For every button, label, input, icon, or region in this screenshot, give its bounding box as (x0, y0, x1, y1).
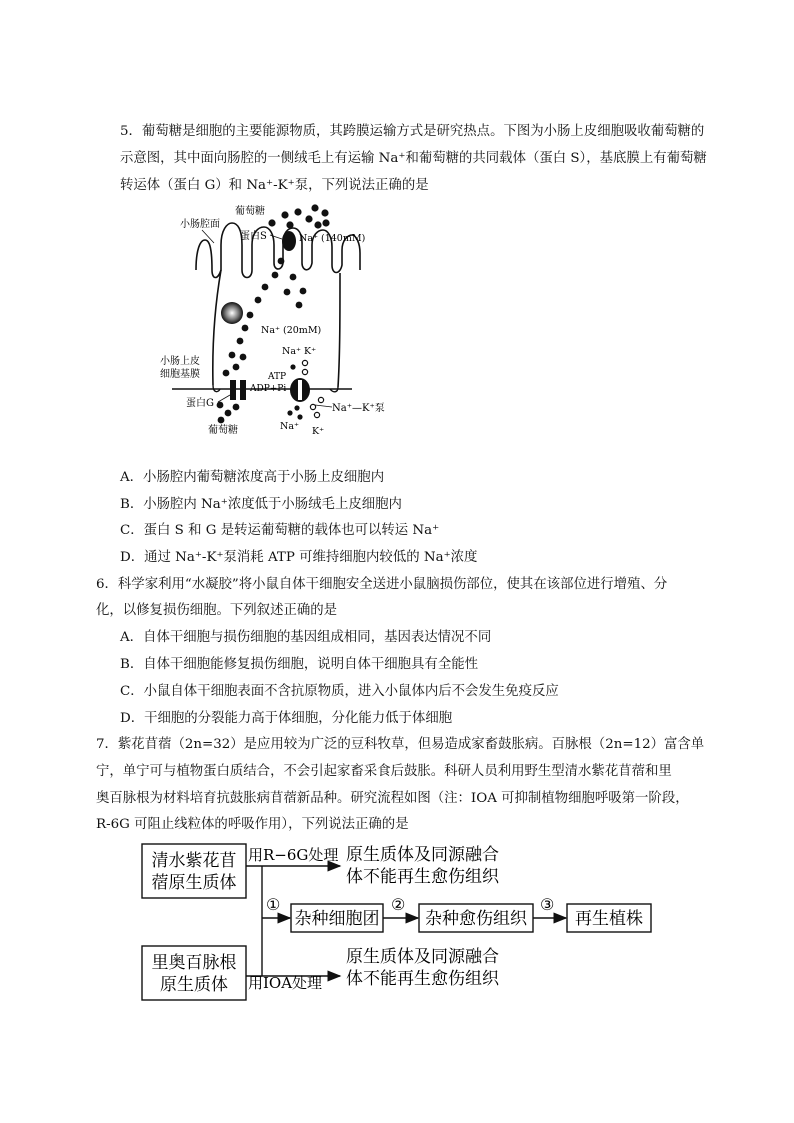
box2-line1: 里奥百脉根 (151, 953, 237, 973)
box1-line1: 清水紫花苜 (151, 851, 237, 871)
glucose-dots-outside (268, 204, 329, 228)
protein-g-leader (218, 395, 230, 402)
basement-label-1: 小肠上皮 (160, 356, 200, 367)
glucose-top-label: 葡萄糖 (235, 206, 265, 217)
protein-s-carrier (282, 231, 296, 251)
q5-stem-line-1: 5．葡萄糖是细胞的主要能源物质，其跨膜运输方式是研究热点。下图为小肠上皮细胞吸收葡萄糖的 (120, 124, 705, 139)
result-top-line1: 原生质体及同源融合 (346, 845, 499, 865)
glucose-dots-below (217, 402, 240, 424)
q5-option-a[interactable]: A．小肠腔内葡萄糖浓度高于小肠上皮细胞内 (120, 470, 385, 485)
q5-option-c[interactable]: C．蛋白 S 和 G 是转运葡萄糖的载体也可以转运 Na⁺ (120, 523, 440, 538)
step3-label: ③ (540, 895, 555, 914)
protein-g-label: 蛋白G (186, 398, 214, 409)
box2-line2: 原生质体 (160, 975, 228, 995)
pump-label: Na⁺—K⁺泵 (332, 403, 385, 414)
na-inside-label: Na⁺ (20mM) (261, 325, 322, 336)
lumen-surface-label: 小肠腔面 (180, 219, 220, 230)
microvilli-membrane (196, 223, 360, 278)
cell-left-wall (213, 270, 221, 385)
hybrid-cell-label: 杂种细胞团 (294, 909, 380, 929)
na-outside-label: Na⁺ (140mM) (299, 233, 366, 244)
adp-label: ADP+Pi (250, 384, 287, 394)
glucose-bottom-label: 葡萄糖 (208, 425, 238, 436)
basement-label-2: 细胞基膜 (160, 369, 200, 380)
treat-bottom-label: 用IOA处理 (248, 974, 323, 992)
regen-plant-label: 再生植株 (575, 909, 643, 929)
step2-label: ② (391, 895, 406, 914)
result-bottom-line2: 体不能再生愈伤组织 (346, 969, 499, 989)
q5-option-b[interactable]: B．小肠腔内 Na⁺浓度低于小肠绒毛上皮细胞内 (120, 497, 402, 512)
q7-stem-line-2: 宁，单宁可与植物蛋白质结合，不会引起家畜采食后鼓胀。科研人员利用野生型清水紫花苜蓿和里 (96, 764, 672, 779)
protein-s-label: 蛋白S (240, 231, 267, 242)
protein-g-carrier-2 (240, 380, 246, 400)
pump-leader (315, 405, 332, 407)
q5-stem-line-3: 转运体（蛋白 G）和 Na⁺-K⁺泵，下列说法正确的是 (120, 178, 429, 193)
q6-option-a[interactable]: A．自体干细胞与损伤细胞的基因组成相同，基因表达情况不同 (120, 630, 492, 645)
q6-option-d[interactable]: D．干细胞的分裂能力高于体细胞，分化能力低于体细胞 (120, 711, 453, 726)
intestinal-cell-diagram (0, 195, 794, 455)
q7-stem-line-4: R-6G 可阻止线粒体的呼吸作用），下列说法正确的是 (96, 817, 409, 832)
q6-stem-line-1: 6．科学家利用“水凝胶”将小鼠自体干细胞安全送进小鼠脑损伤部位，使其在该部位进行增殖、分 (96, 577, 668, 592)
result-bottom-line1: 原生质体及同源融合 (346, 947, 499, 967)
step1-label: ① (266, 895, 281, 914)
atp-label: ATP (268, 372, 287, 382)
protein-s-leader (270, 235, 282, 239)
treat-top-label: 用R−6G处理 (248, 846, 339, 864)
q7-stem-line-1: 7．紫花苜蓿（2n=32）是应用较为广泛的豆科牧草，但易造成家畜鼓胀病。百脉根（2n=12）富含单 (96, 737, 705, 752)
q5-stem-line-2: 示意图，其中面向肠腔的一侧绒毛上有运输 Na⁺和葡萄糖的共同载体（蛋白 S），基底膜上有葡萄糖 (120, 151, 707, 166)
result-top-line2: 体不能再生愈伤组织 (346, 867, 499, 887)
cell-right-wall (338, 273, 340, 387)
q5-option-d[interactable]: D．通过 Na⁺-K⁺泵消耗 ATP 可维持细胞内较低的 Na⁺浓度 (120, 550, 478, 565)
k-out-label: K⁺ (312, 426, 325, 437)
na-k-small-label: Na⁺ K⁺ (282, 346, 317, 357)
hybrid-callus-label: 杂种愈伤组织 (425, 909, 527, 929)
q6-option-c[interactable]: C．小鼠自体干细胞表面不含抗原物质，进入小鼠体内后不会发生免疫反应 (120, 684, 559, 699)
q6-stem-line-2: 化，以修复损伤细胞。下列叙述正确的是 (96, 603, 338, 618)
na-out-label: Na⁺ (280, 421, 299, 432)
q6-option-b[interactable]: B．自体干细胞能修复损伤细胞，说明自体干细胞具有全能性 (120, 657, 478, 672)
box1-line2: 蓿原生质体 (151, 873, 237, 893)
protein-g-carrier (230, 380, 236, 400)
nucleus (221, 302, 243, 324)
q7-stem-line-3: 奥百脉根为材料培育抗鼓胀病苜蓿新品种。研究流程如图（注：IOA 可抑制植物细胞呼吸第一阶段， (96, 791, 689, 806)
breeding-flowchart (0, 838, 794, 1008)
